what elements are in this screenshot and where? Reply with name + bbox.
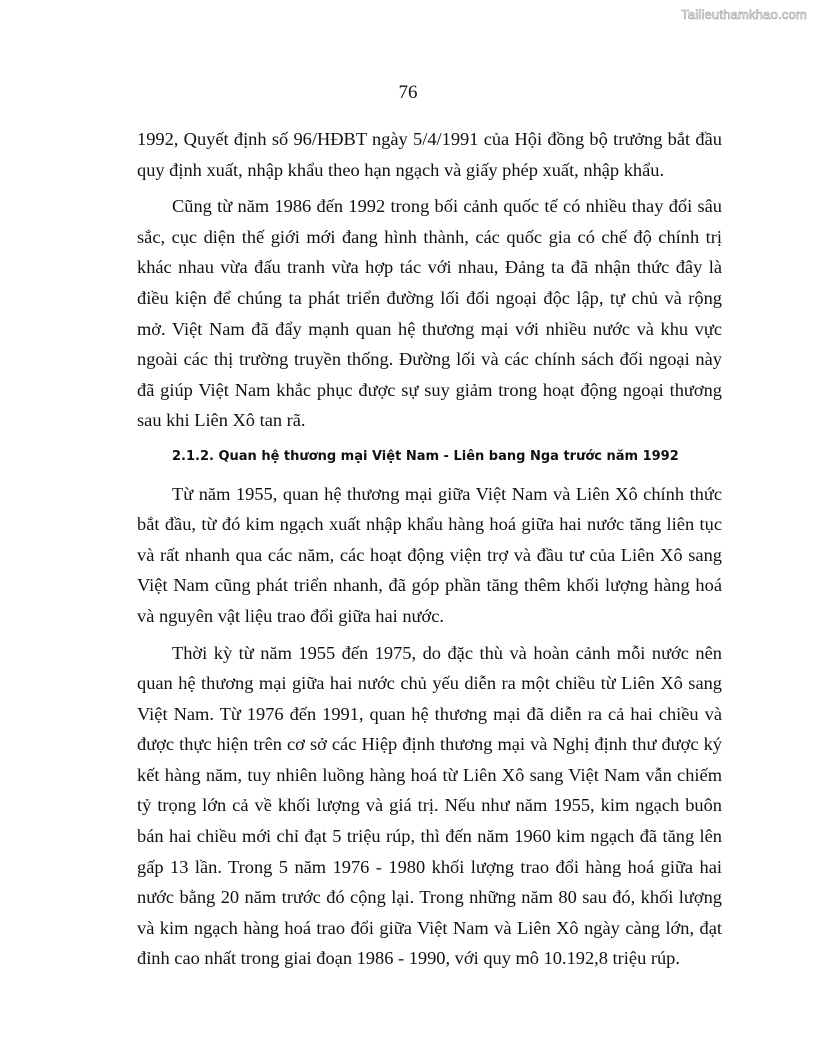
document-body [137, 124, 722, 980]
paragraph: Thời kỳ từ năm 1955 đến 1975, do đặc thù và hoàn cảnh mỗi nước nên quan hệ thương mại giữa hai nước chủ yếu diễn ra một chiều từ Liên Xô sang Việt Nam. Từ 1976 đến 1991, quan hệ thương mại đã diễn ra cả hai chiều và được thực hiện trên cơ sở các Hiệp định thương mại và Nghị định thư được ký kết hàng năm, tuy nhiên luồng hàng hoá từ Liên Xô sang Việt Nam vẫn chiếm tỷ trọng lớn cả về khối lượng và giá trị. Nếu như năm 1955, kim ngạch buôn bán hai chiều mới chỉ đạt 5 triệu rúp, thì đến năm 1960 kim ngạch đã tăng lên gấp 13 lần. Trong 5 năm 1976 - 1980 khối lượng trao đổi hàng hoá giữa hai nước bằng 20 năm trước đó cộng lại. Trong những năm 80 sau đó, khối lượng và kim ngạch hàng hoá trao đổi giữa Việt Nam và Liên Xô ngày càng lớn, đạt đỉnh cao nhất trong giai đoạn 1986 - 1990, với quy mô 10.192,8 triệu rúp. [137, 642, 722, 969]
section-heading: 2.1.2. Quan hệ thương mại Việt Nam - Liên bang Nga trước năm 1992 [172, 448, 679, 464]
page-number: 76 [398, 82, 418, 103]
watermark-text: Tailieuthamkhao.com [681, 7, 807, 22]
paragraph-continuation: 1992, Quyết định số 96/HĐBT ngày 5/4/1991 của Hội đồng bộ trưởng bắt đầu quy định xuất, nhập khẩu theo hạn ngạch và giấy phép xuất, nhập khẩu. [137, 129, 722, 180]
paragraph: Từ năm 1955, quan hệ thương mại giữa Việt Nam và Liên Xô chính thức bắt đầu, từ đó kim ngạch xuất nhập khẩu hàng hoá giữa hai nước tăng liên tục và rất nhanh qua các năm, các hoạt động viện trợ và đầu tư của Liên Xô sang Việt Nam cũng phát triển nhanh, đã góp phần tăng thêm khối lượng hàng hoá và nguyên vật liệu trao đổi giữa hai nước. [137, 483, 722, 626]
paragraph: Cũng từ năm 1986 đến 1992 trong bối cảnh quốc tế có nhiều thay đổi sâu sắc, cục diện thế giới mới đang hình thành, các quốc gia có chế độ chính trị khác nhau vừa đấu tranh vừa hợp tác với nhau, Đảng ta đã nhận thức đây là điều kiện để chúng ta phát triển đường lối đối ngoại độc lập, tự chủ và rộng mở. Việt Nam đã đẩy mạnh quan hệ thương mại với nhiều nước và khu vực ngoài các thị trường truyền thống. Đường lối và các chính sách đối ngoại này đã giúp Việt Nam khắc phục được sự suy giảm trong hoạt động ngoại thương sau khi Liên Xô tan rã. [137, 196, 722, 431]
